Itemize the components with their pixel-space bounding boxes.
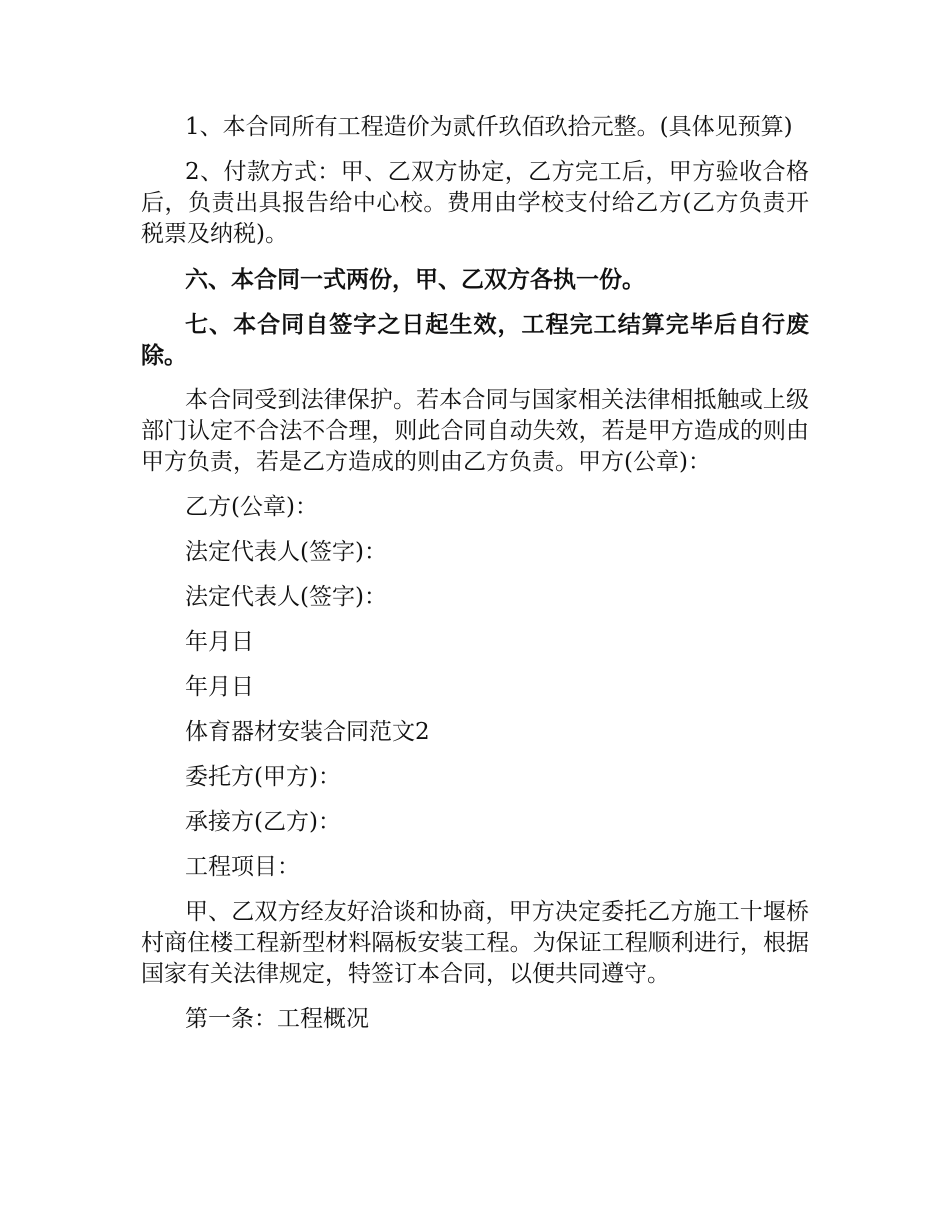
party-b-seal: 乙方(公章)： (185, 494, 318, 520)
clause-price: 1、本合同所有工程造价为贰仟玖佰玖拾元整。(具体见预算) (185, 114, 793, 140)
clause-legal-protection: 本合同受到法律保护。若本合同与国家相关法律相抵触或上级部门认定不合法不合理，则此合同自动失效，若是甲方造成的则由甲方负责，若是乙方造成的则由乙方负责。甲方(公章)： (141, 387, 809, 475)
clause-effective: 七、本合同自签字之日起生效，工程完工结算完毕后自行废除。 (141, 311, 809, 369)
contract-title-2: 体育器材安装合同范文2 (185, 719, 430, 745)
document-page (141, 112, 809, 1049)
legal-rep-signature-b: 法定代表人(签字)： (185, 584, 387, 610)
client-party-a: 委托方(甲方)： (185, 764, 341, 790)
clause-payment: 2、付款方式：甲、乙双方协定，乙方完工后，甲方验收合格后，负责出具报告给中心校。费用由学校支付给乙方(乙方负责开税票及纳税)。 (141, 159, 809, 247)
date-line-a: 年月日 (185, 629, 254, 655)
project-name: 工程项目： (185, 854, 300, 880)
clause-copies: 六、本合同一式两份，甲、乙双方各执一份。 (185, 266, 645, 293)
contract-preamble: 甲、乙双方经友好洽谈和协商，甲方决定委托乙方施工十堰桥村商住楼工程新型材料隔板安装工程。为保证工程顺利进行，根据国家有关法律规定，特签订本合同，以便共同遵守。 (141, 899, 809, 987)
date-line-b: 年月日 (185, 674, 254, 700)
legal-rep-signature-a: 法定代表人(签字)： (185, 539, 387, 565)
contractor-party-b: 承接方(乙方)： (185, 809, 341, 835)
article-one-heading: 第一条：工程概况 (185, 1006, 369, 1032)
